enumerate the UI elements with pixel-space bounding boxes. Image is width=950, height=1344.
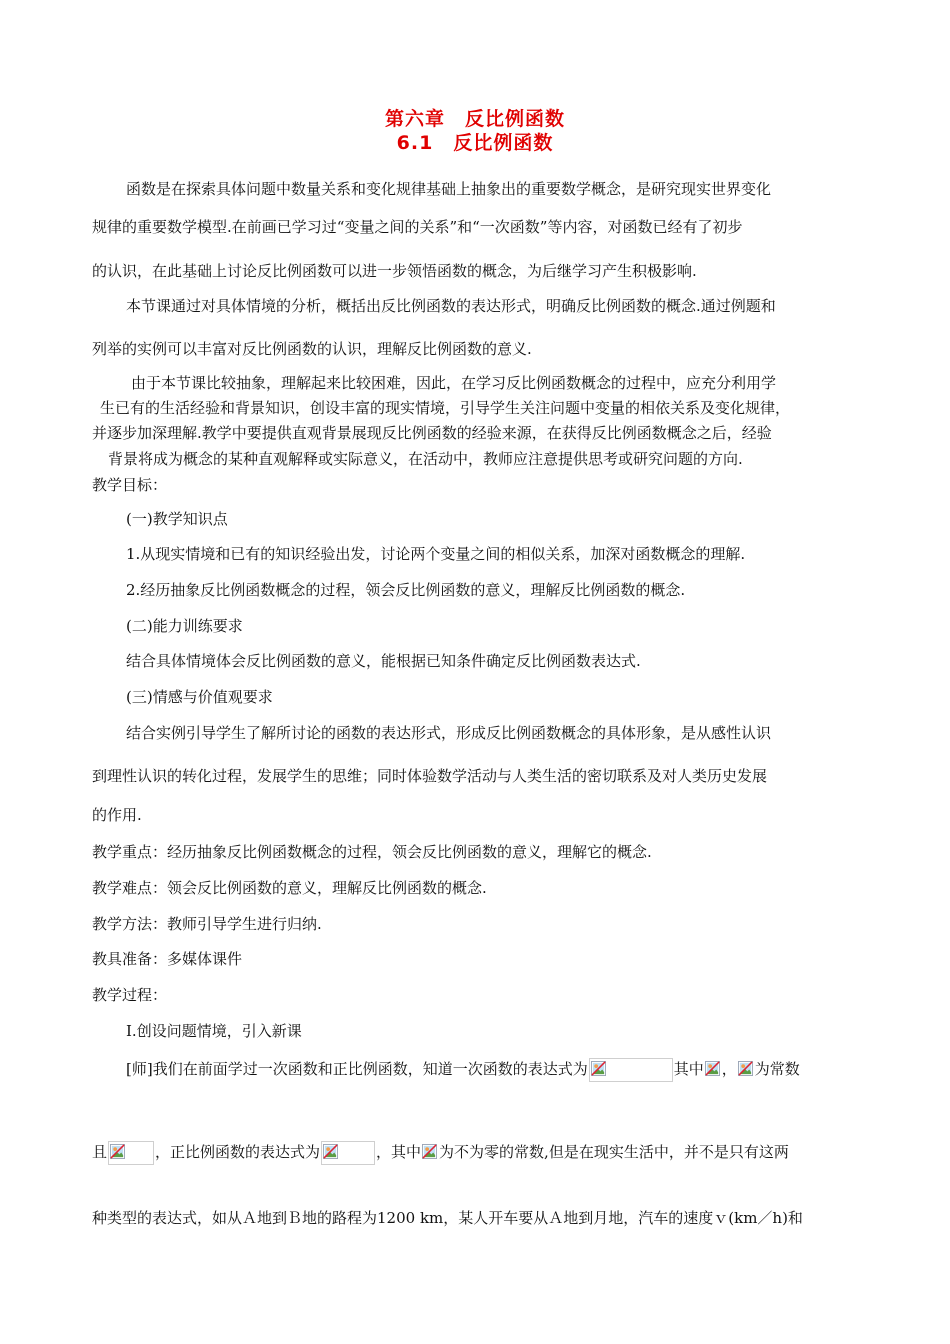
emotion-line-3: 的作用. (92, 806, 142, 824)
teacher-paragraph-line-2 (92, 1141, 789, 1165)
teacher-text-f: ，正比例函数的表达式为 (155, 1143, 321, 1161)
intro-line-1: 函数是在探索具体问题中数量关系和变化规律基础上抽象出的重要数学概念，是研究现实世界变化 (126, 180, 772, 198)
variable-k-image (705, 1059, 721, 1081)
emotion-line-2: 到理性认识的转化过程，发展学生的思维；同时体验数学活动与人类生活的密切联系及对人类历史发展 (92, 767, 768, 785)
ability-heading: (二)能力训练要求 (126, 617, 243, 635)
emotion-line-1: 结合实例引导学生了解所讨论的函数的表达形式，形成反比例函数概念的具体形象，是从感性认识 (126, 724, 772, 742)
chapter-title: 第六章 反比例函数 (384, 108, 565, 130)
broken-image-icon (323, 1144, 338, 1159)
knowledge-heading: (一)教学知识点 (126, 510, 228, 528)
teacher-text-c: ， (721, 1060, 737, 1078)
section-title: 6.1 反比例函数 (396, 132, 554, 154)
step-1-heading: Ⅰ.创设问题情境，引入新课 (126, 1022, 302, 1040)
teacher-text-b: 其中 (673, 1060, 704, 1078)
intro-line-5: 列举的实例可以丰富对反比例函数的认识，理解反比例函数的意义. (92, 340, 532, 358)
difficult-point: 教学难点：领会反比例函数的意义，理解反比例函数的概念. (92, 879, 487, 897)
key-point: 教学重点：经历抽象反比例函数概念的过程，领会反比例函数的意义，理解它的概念. (92, 843, 652, 861)
variable-k-image-2 (422, 1142, 438, 1164)
intro-line-7: 生已有的生活经验和背景知识，创设丰富的现实情境，引导学生关注问题中变量的相依关系及变化规律， (100, 399, 791, 417)
emotion-heading: (三)情感与价值观要求 (126, 688, 273, 706)
broken-image-icon (110, 1144, 125, 1159)
broken-image-icon (738, 1061, 753, 1076)
knowledge-item-2: 2.经历抽象反比例函数概念的过程，领会反比例函数的意义，理解反比例函数的概念. (126, 581, 686, 599)
objectives-heading: 教学目标： (92, 476, 168, 494)
linear-function-formula-image (589, 1058, 673, 1082)
teacher-text-a: [师]我们在前面学过一次函数和正比例函数，知道一次函数的表达式为 (126, 1060, 588, 1078)
intro-line-4: 本节课通过对具体情境的分析，概括出反比例函数的表达形式，明确反比例函数的概念.通过例题和 (126, 297, 776, 315)
teacher-text-h: 为不为零的常数,但是在现实生活中，并不是只有这两 (439, 1143, 789, 1161)
intro-line-8: 并逐步加深理解.教学中要提供直观背景展现反比例函数的经验来源，在获得反比例函数概念之后，经验 (92, 424, 772, 442)
teacher-text-g: ，其中 (376, 1143, 422, 1161)
teacher-paragraph-line-3: 种类型的表达式，如从Ａ地到Ｂ地的路程为1200 km，某人开车要从Ａ地到月地，汽车的速度ｖ(km／h)和 (92, 1209, 803, 1227)
teaching-process-heading: 教学过程： (92, 986, 168, 1004)
broken-image-icon (705, 1061, 720, 1076)
knowledge-item-1: 1.从现实情境和已有的知识经验出发，讨论两个变量之间的相似关系，加深对函数概念的理解. (126, 545, 746, 563)
proportional-function-formula-image (321, 1141, 375, 1165)
broken-image-icon (591, 1061, 606, 1076)
broken-image-icon (422, 1144, 437, 1159)
k-nonzero-image (108, 1141, 154, 1165)
teacher-text-d: 为常数 (754, 1060, 800, 1078)
intro-line-3: 的认识，在此基础上讨论反比例函数可以进一步领悟函数的概念，为后继学习产生积极影响. (92, 262, 697, 280)
teaching-tools: 教具准备：多媒体课件 (92, 950, 243, 968)
intro-line-6: 由于本节课比较抽象，理解起来比较困难，因此，在学习反比例函数概念的过程中，应充分利用学 (131, 374, 777, 392)
variable-b-image (738, 1059, 754, 1081)
teacher-text-e: 且 (92, 1143, 108, 1161)
teacher-paragraph-line-1 (126, 1058, 800, 1082)
ability-text: 结合具体情境体会反比例函数的意义，能根据已知条件确定反比例函数表达式. (126, 652, 641, 670)
intro-line-9: 背景将成为概念的某种直观解释或实际意义，在活动中，教师应注意提供思考或研究问题的方向. (108, 450, 743, 468)
intro-line-2: 规律的重要数学模型.在前画已学习过“变量之间的关系”和“一次函数”等内容，对函数已经有了初步 (92, 218, 743, 236)
teaching-method: 教学方法：教师引导学生进行归纳. (92, 915, 322, 933)
